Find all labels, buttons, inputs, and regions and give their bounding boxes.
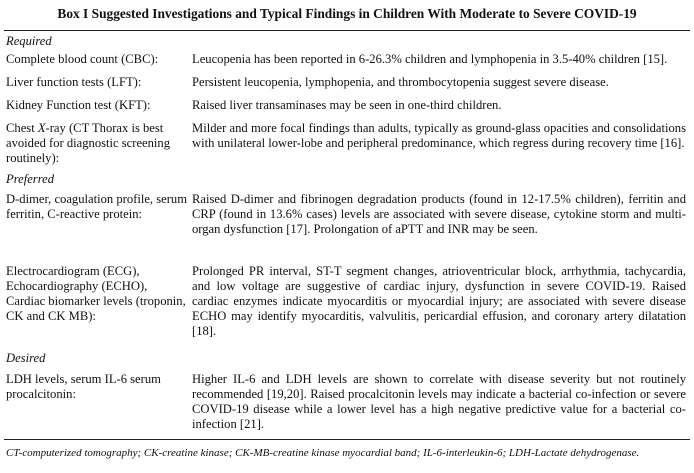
row-text-cbc: Leucopenia has been reported in 6-26.3% children and lymphopenia in 3.5-40% children [15]. bbox=[192, 52, 668, 66]
row-label-lft: Liver function tests (LFT): bbox=[6, 75, 142, 89]
row-text-lft: Persistent leucopenia, lymphopenia, and thrombocytopenia suggest severe disease. bbox=[192, 75, 609, 89]
bottom-rule bbox=[4, 439, 690, 440]
row-label-ecg: Electrocardiogram (ECG), Echocardiography (ECHO), Cardiac biomarker levels (troponin, CK and CK MB): bbox=[6, 264, 186, 323]
section-preferred: Preferred bbox=[6, 172, 55, 186]
section-desired: Desired bbox=[6, 351, 46, 365]
row-label-kft: Kidney Function test (KFT): bbox=[6, 98, 151, 112]
row-text-kft: Raised liver transaminases may be seen in one-third children. bbox=[192, 98, 502, 112]
row-text-chest-xray: Milder and more focal findings than adults, typically as ground-glass opacities and consolidations with unilateral lower-lobe and peripheral predominance, which regress during recovery time [16]. bbox=[192, 121, 686, 150]
row-text-ecg: Prolonged PR interval, ST-T segment changes, atrioventricular block, arrhythmia, tachycardia, and low voltage are suggestive of cardiac injury, dysfunction in severe COVID-19. Raised cardiac enzymes indicate myocarditis or myocardial injury; are associated with severe disease ECHO may identify myocarditis, valvulitis, pericardial effusion, and coronary artery dilatation [18]. bbox=[192, 264, 686, 338]
row-text-ddimer: Raised D-dimer and fibrinogen degradation products (found in 12-17.5% children), ferritin and CRP (found in 13.6% cases) levels are associated with severe disease, cytokine storm and multi-organ dysfunction [17]. Prolongation of aPTT and INR may be seen. bbox=[192, 192, 686, 236]
row-label-ldh: LDH levels, serum IL-6 serum procalcitonin: bbox=[6, 372, 161, 401]
row-label-cbc: Complete blood count (CBC): bbox=[6, 52, 159, 66]
row-label-chest-xray: Chest X-ray (CT Thorax is best avoided for diagnostic screening routinely): bbox=[6, 121, 171, 165]
row-label-ddimer: D-dimer, coagulation profile, serum ferritin, C-reactive protein: bbox=[6, 192, 187, 221]
top-rule bbox=[4, 30, 690, 31]
section-required: Required bbox=[6, 34, 52, 48]
box-title: Box I Suggested Investigations and Typical Findings in Children With Moderate to Severe COVID-19 bbox=[57, 6, 637, 21]
row-text-ldh: Higher IL-6 and LDH levels are shown to correlate with disease severity but not routinely recommended [19,20]. Raised procalcitonin levels may indicate a bacterial co-infection or severe COVID-19 disease while a lower level has a high negative predictive value for a bacterial co-infection [21]. bbox=[192, 372, 686, 431]
footnote: CT-computerized tomography; CK-creatine kinase; CK-MB-creatine kinase myocardial band; IL-6-interleukin-6; LDH-Lactate dehydrogenase. bbox=[6, 447, 640, 459]
